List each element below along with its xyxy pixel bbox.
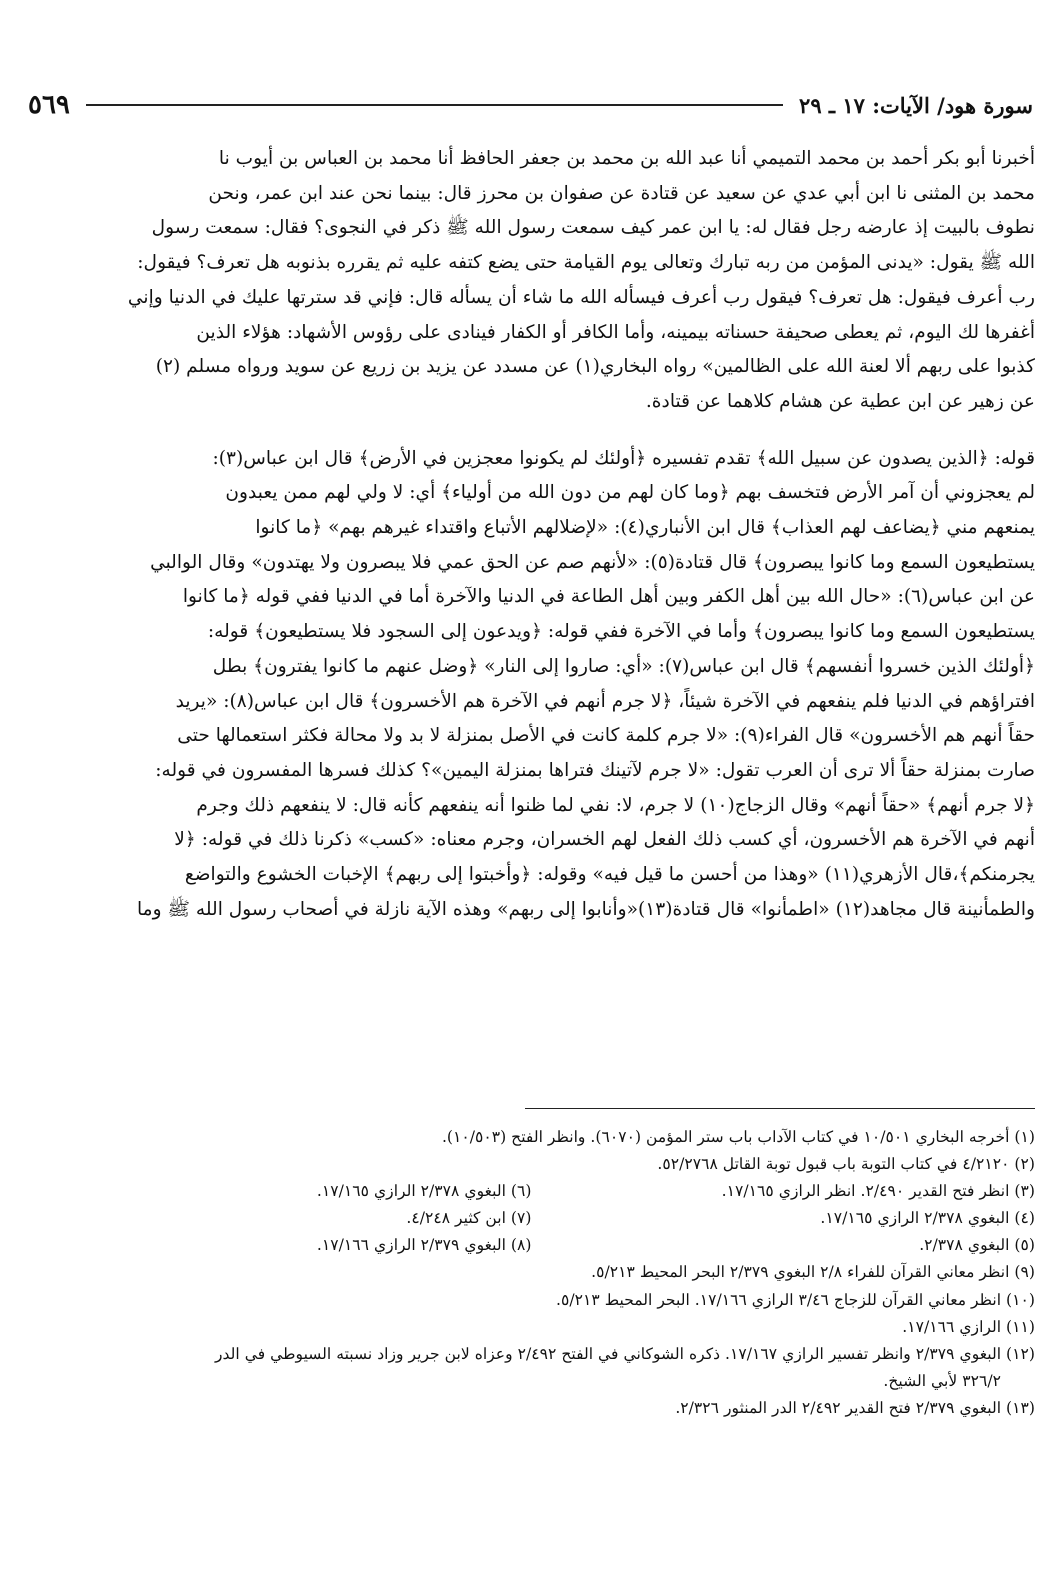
text-line: يستطيعون السمع وما كانوا يبصرون﴾ قال قتادة(٥): «لأنهم صم عن الحق عمي فلا يبصرون ولا يهتدون» وقال الوالبي — [150, 551, 1035, 573]
footnote-4: (٤) البغوي ٢/٣٧٨ الرازي ١٧/١٦٥. — [820, 1209, 1035, 1228]
footnote-1: (١) أخرجه البخاري ١٠/٥٠١ في كتاب الآداب باب ستر المؤمن (٦٠٧٠). وانظر الفتح (١٠/٥٠٣). — [441, 1128, 1035, 1146]
text-line: والطمأنينة قال مجاهد(١٢) «اطمأنوا» قال قتادة(١٣)«وأنابوا إلى ربهم» وهذه الآية نازلة في أصحاب رسول الله ﷺ وما — [137, 898, 1035, 920]
footnote-11: (١١) الرازي ١٧/١٦٦. — [902, 1317, 1035, 1336]
footnote-8: (٨) البغوي ٢/٣٧٩ الرازي ١٧/١٦٦. — [316, 1236, 532, 1255]
text-line: عن ابن عباس(٦): «حال الله بين أهل الكفر وبين أهل الطاعة في الدنيا والآخرة أما في الدنيا ففي قوله ﴿ما كانوا — [182, 586, 1035, 608]
page-number: ٥٦٩ — [28, 90, 70, 120]
footnote-13: (١٣) البغوي ٢/٣٧٩ فتح القدير ٢/٤٩٢ الدر المنثور ٢/٣٢٦. — [675, 1398, 1035, 1417]
text-line: يجرمنكم﴾،قال الأزهري(١١) «وهذا من أحسن ما قيل فيه» وقوله: ﴿وأخبتوا إلى ربهم﴾ الإخبات الخشوع والتواضع — [184, 864, 1035, 886]
text-line: أغفرها لك اليوم، ثم يعطى صحيفة حسناته بيمينه، وأما الكافر أو الكفار فينادى على رؤوس الأشهاد: هؤلاء الذين — [196, 321, 1035, 343]
footnote-12-cont: ٣٢٦/٢ لأبي الشيخ. — [883, 1371, 1001, 1390]
footnote-3: (٣) انظر فتح القدير ٢/٤٩٠. انظر الرازي ١٧/١٦٥. — [721, 1182, 1035, 1201]
text-line: محمد بن المثنى نا ابن أبي عدي عن سعيد عن قتادة عن صفوان بن محرز قال: بينما نحن عند ابن عمر، ونحن — [208, 182, 1035, 204]
text-line: ﴿أولئك الذين خسروا أنفسهم﴾ قال ابن عباس(٧): «أي: صاروا إلى النار» ﴿وضل عنهم ما كانوا يفترون﴾ بطل — [212, 655, 1035, 677]
text-line: الله ﷺ يقول: «يدنى المؤمن من ربه تبارك وتعالى يوم القيامة حتى يضع كتفه عليه ثم يقرره بذنوبه هل تعرف؟ فيقول: — [137, 252, 1035, 274]
text-line: لم يعجزوني أن آمر الأرض فتخسف بهم ﴿وما كان لهم من دون الله من أولياء﴾ أي: لا ولي لهم ممن يعبدون — [225, 482, 1035, 504]
page-header — [28, 88, 1033, 122]
footnote-12: (١٢) البغوي ٢/٣٧٩ وانظر تفسير الرازي ١٧/١٦٧. ذكره الشوكاني في الفتح ٢/٤٩٢ وعزاه لابن جرير وزاد نسبته السيوطي في الدر — [214, 1344, 1035, 1363]
text-line: ﴿لا جرم أنهم﴾ «حقاً أنهم» وقال الزجاج(١٠) لا جرم، لا: نفي لما ظنوا أنه ينفعهم كأنه قال: لا ينفعهم ذلك وجرم — [196, 794, 1035, 816]
text-line: يمنعهم مني ﴿يضاعف لهم العذاب﴾ قال ابن الأنباري(٤): «لإضلالهم الأتباع واقتداء غيرهم بهم» ﴿ما كانوا — [255, 517, 1035, 539]
footnotes — [28, 1124, 1035, 1422]
text-line: أخبرنا أبو بكر أحمد بن محمد التميمي أنا عبد الله بن محمد بن جعفر الحافظ أنا محمد بن العباس بن أيوب نا — [218, 148, 1035, 169]
footnote-10: (١٠) انظر معاني القرآن للزجاج ٣/٤٦ الرازي ١٧/١٦٦. البحر المحيط ٥/٢١٣. — [556, 1290, 1035, 1309]
text-line: أنهم في الآخرة هم الأخسرون، أي كسب ذلك الفعل لهم الخسران، وجرم معناه: «كسب» ذكرنا ذلك في قوله: ﴿لا — [174, 829, 1035, 851]
footnote-6: (٦) البغوي ٢/٣٧٨ الرازي ١٧/١٦٥. — [316, 1182, 532, 1201]
text-line: كذبوا على ربهم ألا لعنة الله على الظالمين» رواه البخاري(١) عن مسدد عن يزيد بن زريع عن سويد ورواه مسلم (٢) — [155, 356, 1035, 378]
running-title: سورة هود/ الآيات: ١٧ ـ ٢٩ — [799, 92, 1033, 118]
text-line: رب أعرف فيقول: هل تعرف؟ فيقول رب أعرف فيسأله الله ما شاء أن يسأله قال: فإني قد سترتها عليك في الدنيا وإني — [127, 286, 1035, 308]
footnote-row — [28, 1232, 1035, 1259]
text-line: افتراؤهم في الدنيا فلم ينفعهم في الآخرة شيئاً، ﴿لا جرم أنهم في الآخرة هم الأخسرون﴾ قال ابن عباس(٨): «يريد — [175, 690, 1035, 712]
text-line: حقاً أنهم هم الأخسرون» قال الفراء(٩): «لا جرم كلمة كانت في الأصل بمنزلة لا بد ولا محالة فكثر استعمالها حتى — [177, 725, 1035, 747]
text-line: صارت بمنزلة حقاً ألا ترى أن العرب تقول: «لا جرم لآتينك فتراها بمنزلة اليمين»؟ كذلك فسرها المفسرون في قوله: — [155, 759, 1035, 781]
footnote-9: (٩) انظر معاني القرآن للفراء ٢/٨ البغوي ٢/٣٧٩ البحر المحيط ٥/٢١٣. — [591, 1263, 1035, 1282]
text-line: قوله: ﴿الذين يصدون عن سبيل الله﴾ تقدم تفسيره ﴿أولئك لم يكونوا معجزين في الأرض﴾ قال ابن عباس(٣): — [212, 447, 1035, 469]
header-rule — [86, 104, 783, 106]
footnote-2: (٢) ٤/٢١٢٠ في كتاب التوبة باب قبول توبة القاتل ٥٢/٢٧٦٨. — [657, 1155, 1035, 1174]
footnote-row — [28, 1178, 1035, 1205]
text-line: عن زهير عن ابن عطية عن هشام كلاهما عن قتادة. — [645, 390, 1035, 412]
paragraph-gap — [28, 420, 1035, 442]
footnote-separator — [525, 1108, 1035, 1109]
main-text — [28, 142, 1035, 927]
footnote-row — [28, 1205, 1035, 1232]
text-line: يستطيعون السمع وما كانوا يبصرون﴾ وأما في الآخرة ففي قوله: ﴿ويدعون إلى السجود فلا يستطيعون﴾ قوله: — [207, 621, 1035, 643]
text-line: نطوف بالبيت إذ عارضه رجل فقال له: يا ابن عمر كيف سمعت رسول الله ﷺ ذكر في النجوى؟ فقال: سمعت رسول — [151, 217, 1035, 239]
footnote-7: (٧) ابن كثير ٤/٢٤٨. — [406, 1209, 532, 1228]
footnote-5: (٥) البغوي ٢/٣٧٨. — [919, 1236, 1035, 1255]
